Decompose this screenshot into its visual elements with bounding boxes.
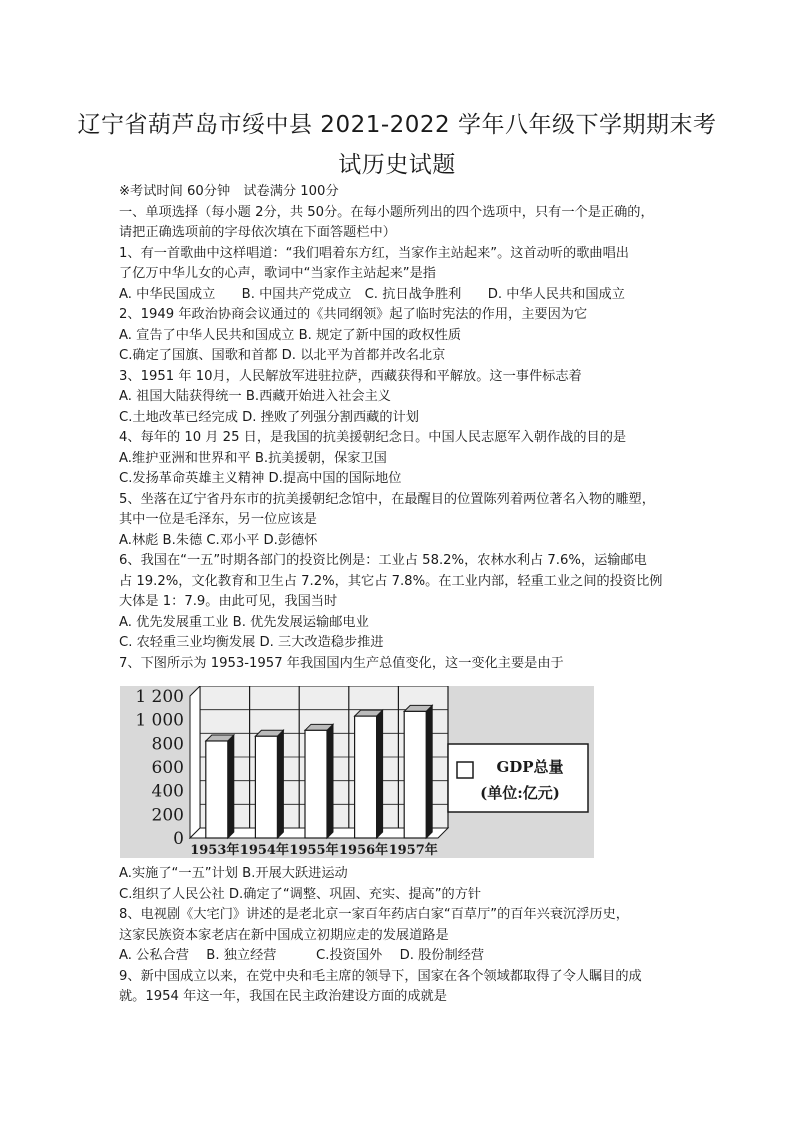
chart-bar-side <box>327 724 333 838</box>
chart-bar <box>255 736 277 838</box>
gdp-bar-chart <box>120 686 594 858</box>
chart-y-tick-label: 400 <box>151 781 184 802</box>
chart-y-tick-label: 200 <box>151 805 184 826</box>
question-text-line: 大体是 1：7.9。由此可见，我国当时 <box>119 594 338 609</box>
chart-legend-label: GDP总量 <box>496 758 564 776</box>
question-text-line: 就。1954 年这一年，我国在民主政治建设方面的成就是 <box>119 989 447 1004</box>
chart-y-tick-label: 1 200 <box>135 687 184 707</box>
question-text-line: A. 宣告了中华人民共和国成立 B. 规定了新中国的政权性质 <box>119 327 462 343</box>
chart-bar-side <box>426 705 432 838</box>
chart-legend-unit: (单位:亿元) <box>480 784 560 802</box>
question-text-line: C.发扬革命英雄主义精神 D.提高中国的国际地位 <box>119 471 402 486</box>
chart-bar <box>305 730 327 838</box>
question-text-line: ※考试时间 60分钟 试卷满分 100分 <box>119 184 339 199</box>
question-text-line: 5、坐落在辽宁省丹东市的抗美援朝纪念馆中，在最醒目的位置陈列着两位著名入物的雕塑， <box>119 491 655 507</box>
question-text-line: 7、下图所示为 1953-1957 年我国国内生产总值变化，这一变化主要是由于 <box>119 655 564 671</box>
question-text-line: 请把正确选项前的字母依次填在下面答题栏中） <box>119 225 396 240</box>
question-text-line: A. 优先发展重工业 B. 优先发展运输邮电业 <box>119 614 369 630</box>
question-text-line: 2、1949 年政治协商会议通过的《共同纲领》起了临时宪法的作用，主要因为它 <box>119 307 588 322</box>
chart-x-tick-label: 1957年 <box>388 843 438 858</box>
question-text-line: A.林彪 B.朱德 C.邓小平 D.彭德怀 <box>119 532 318 548</box>
chart-x-tick-label: 1954年 <box>239 843 289 858</box>
chart-bar <box>355 716 377 838</box>
chart-bar-side <box>277 730 283 838</box>
question-text-line: 3、1951 年 10月，人民解放军进驻拉萨，西藏获得和平解放。这一事件标志着 <box>119 368 582 384</box>
gdp-chart-svg <box>120 686 594 858</box>
chart-y-tick-label: 1 000 <box>135 710 184 731</box>
question-text-line: C.确定了国旗、国歌和首都 D. 以北平为首都并改名北京 <box>119 348 446 363</box>
question-text-line: 一、单项选择（每小题 2分，共 50分。在每小题所列出的四个选项中，只有一个是正确的， <box>119 204 654 220</box>
question-text-line: 其中一位是毛泽东，另一位应该是 <box>119 512 317 527</box>
chart-x-tick-label: 1953年 <box>190 843 240 858</box>
question-text-line: A. 中华民国成立 B. 中国共产党成立 C. 抗日战争胜利 D. 中华人民共和国成立 <box>119 286 625 302</box>
question-text-line: C. 农轻重三业均衡发展 D. 三大改造稳步推进 <box>119 635 384 650</box>
question-text-line: A.实施了“一五”计划 B.开展大跃进运动 <box>119 866 348 881</box>
question-text-line: 8、电视剧《大宅门》讲述的是老北京一家百年药店白家“百草厅”的百年兴衰沉浮历史， <box>119 907 629 922</box>
question-text-line: C.土地改革已经完成 D. 挫败了列强分割西藏的计划 <box>119 409 419 425</box>
chart-x-tick-label: 1956年 <box>339 843 389 858</box>
question-text-line: 9、新中国成立以来，在党中央和毛主席的领导下，国家在各个领域都取得了令人瞩目的成 <box>119 968 642 984</box>
question-text-line: A.维护亚洲和世界和平 B.抗美援朝，保家卫国 <box>119 450 387 466</box>
chart-x-tick-label: 1955年 <box>289 843 339 858</box>
chart-bar <box>404 711 426 838</box>
question-text-line: C.组织了人民公社 D.确定了“调整、巩固、充实、提高”的方针 <box>119 886 482 902</box>
chart-bar-side <box>377 710 383 838</box>
question-text-line: 4、每年的 10 月 25 日，是我国的抗美援朝纪念日。中国人民志愿军入朝作战的目的是 <box>119 430 627 445</box>
chart-side-wall <box>190 686 200 838</box>
question-text-line: 这家民族资本家老店在新中国成立初期应走的发展道路是 <box>119 927 449 943</box>
chart-bar <box>206 741 228 838</box>
questions-before-chart <box>119 182 689 674</box>
chart-y-tick-label: 0 <box>173 829 184 849</box>
page-title-line2: 试历史试题 <box>338 152 456 178</box>
questions-after-chart <box>119 864 689 1008</box>
question-text-line: 6、我国在“一五”时期各部门的投资比例是：工业占 58.2%，农林水利占 7.6%，运输邮电 <box>119 553 647 568</box>
question-text-line: 1、有一首歌曲中这样唱道：“我们唱着东方红，当家作主站起来”。这首动听的歌曲唱出 <box>119 245 629 261</box>
chart-legend-swatch <box>457 762 473 778</box>
page-title-line1: 辽宁省葫芦岛市绥中县 2021-2022 学年八年级下学期期末考 <box>77 112 717 138</box>
question-text-line: 了亿万中华儿女的心声，歌词中“当家作主站起来”是指 <box>119 266 436 281</box>
chart-y-tick-label: 800 <box>151 734 184 755</box>
question-text-line: A. 祖国大陆获得统一 B.西藏开始进入社会主义 <box>119 389 391 404</box>
chart-y-tick-label: 600 <box>151 758 184 778</box>
question-text-line: A. 公私合营 B. 独立经营 C.投资国外 D. 股份制经营 <box>119 948 485 963</box>
question-text-line: 占 19.2%，文化教育和卫生占 7.2%，其它占 7.8%。在工业内部，轻重工业之间的投资比例 <box>119 573 663 589</box>
chart-bar-side <box>228 735 234 838</box>
